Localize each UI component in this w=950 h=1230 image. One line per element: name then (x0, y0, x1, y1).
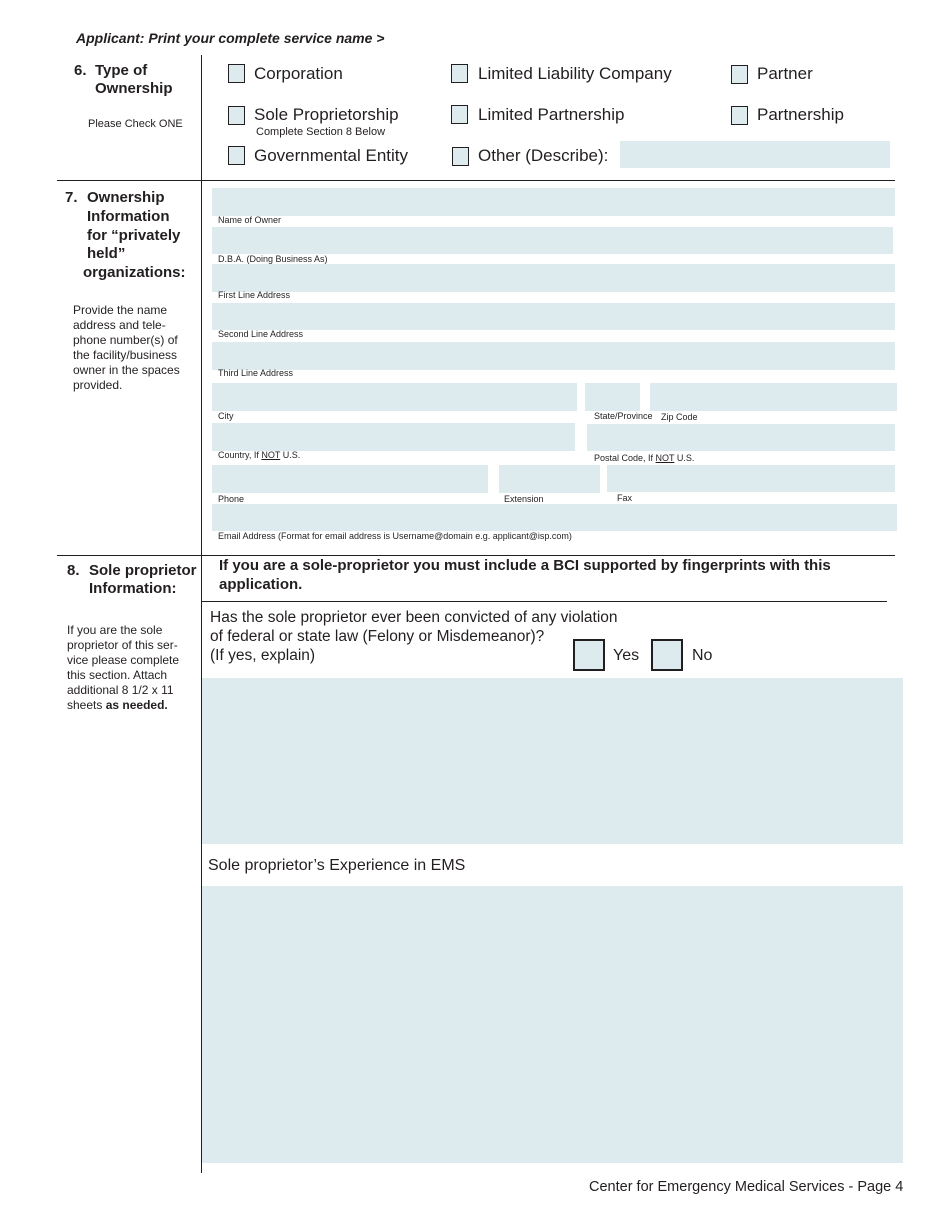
section-8-note-line6: sheets as needed. (67, 698, 168, 712)
city-label: City (218, 411, 234, 421)
email-label: Email Address (Format for email address is Username@domain e.g. applicant@isp.com) (218, 531, 572, 541)
other-describe-field[interactable] (620, 141, 890, 168)
partner-label: Partner (757, 64, 813, 83)
section-6-note: Please Check ONE (88, 118, 183, 130)
second-line-address-label: Second Line Address (218, 329, 304, 339)
section-6-divider (57, 180, 895, 181)
dba-label: D.B.A. (Doing Business As) (218, 254, 328, 264)
corporation-checkbox[interactable] (228, 64, 245, 83)
section-8-note-line3: vice please complete (67, 653, 180, 667)
section-8-note-line2: proprietor of this ser- (67, 638, 178, 652)
section-7-note-line5: owner in the spaces (73, 363, 180, 377)
zip-code-label: Zip Code (661, 412, 698, 422)
section-7-title-line4: held” (87, 245, 126, 262)
section-7-note-line6: provided. (73, 378, 123, 392)
state-province-label: State/Province (594, 411, 653, 421)
section-7-divider (57, 555, 895, 556)
section-7-title-line2: Information (87, 208, 170, 225)
limited-partnership-label: Limited Partnership (478, 105, 625, 124)
conviction-no-label: No (692, 647, 713, 664)
section-7-title-line3: for “privately (87, 227, 181, 244)
postal-code-field[interactable] (587, 424, 895, 451)
section-8-number: 8. (67, 562, 80, 579)
section-7-title-line5: organizations: (83, 264, 186, 281)
llc-label: Limited Liability Company (478, 64, 672, 83)
experience-label: Sole proprietor’s Experience in EMS (208, 857, 466, 874)
bci-requirement-line2: application. (219, 576, 303, 593)
zip-code-field[interactable] (650, 383, 897, 411)
fax-field[interactable] (607, 465, 895, 492)
section-7-note-line4: the facility/business (73, 348, 178, 362)
first-line-address-field[interactable] (212, 264, 895, 292)
limited-partnership-checkbox[interactable] (451, 105, 468, 124)
section-6-title-line2: Ownership (95, 80, 173, 97)
third-line-address-field[interactable] (212, 342, 895, 370)
extension-label: Extension (504, 494, 544, 504)
phone-label: Phone (218, 494, 245, 504)
section-7-note-line1: Provide the name (73, 303, 168, 317)
bci-divider (202, 601, 887, 602)
section-8-note-line1: If you are the sole (67, 623, 163, 637)
state-province-field[interactable] (585, 383, 640, 411)
third-line-address-label: Third Line Address (218, 368, 294, 378)
section-7-title-line1: Ownership (87, 189, 165, 206)
section-7-number: 7. (65, 189, 78, 206)
dba-field[interactable] (212, 227, 893, 254)
sole-proprietorship-checkbox[interactable] (228, 106, 245, 125)
partner-checkbox[interactable] (731, 65, 748, 84)
experience-field[interactable] (202, 886, 903, 1163)
governmental-entity-checkbox[interactable] (228, 146, 245, 165)
conviction-yes-label: Yes (613, 647, 640, 664)
conviction-question-line1: Has the sole proprietor ever been convicted of any violation (210, 609, 618, 626)
postal-code-label: Postal Code, If NOT U.S. (594, 453, 695, 463)
first-line-address-label: First Line Address (218, 290, 291, 300)
sole-proprietorship-label: Sole Proprietorship (254, 105, 399, 124)
partnership-checkbox[interactable] (731, 106, 748, 125)
country-field[interactable] (212, 423, 575, 451)
section-8-title-line1: Sole proprietor (89, 562, 197, 579)
extension-field[interactable] (499, 465, 600, 493)
governmental-entity-label: Governmental Entity (254, 146, 409, 165)
conviction-explanation-field[interactable] (202, 678, 903, 844)
section-6-number: 6. (74, 62, 87, 79)
section-6-title-line1: Type of (95, 62, 148, 79)
section-7-note-line2: address and tele- (73, 318, 166, 332)
conviction-yes-checkbox[interactable] (573, 639, 605, 671)
other-label: Other (Describe): (478, 146, 609, 165)
second-line-address-field[interactable] (212, 303, 895, 330)
phone-field[interactable] (212, 465, 488, 493)
conviction-question-line3: (If yes, explain) (210, 647, 316, 664)
section-7-note-line3: phone number(s) of (73, 333, 178, 347)
fax-label: Fax (617, 493, 633, 503)
city-field[interactable] (212, 383, 577, 411)
corporation-label: Corporation (254, 64, 343, 83)
sole-proprietorship-note: Complete Section 8 Below (256, 126, 386, 138)
owner-name-label: Name of Owner (218, 215, 282, 225)
bci-requirement-line1: If you are a sole-proprietor you must include a BCI supported by fingerprints with this (219, 557, 831, 574)
other-checkbox[interactable] (452, 147, 469, 166)
section-8-note-line5: additional 8 1/2 x 11 (67, 683, 174, 697)
page-footer: Center for Emergency Medical Services - Page 4 (589, 1179, 904, 1195)
email-field[interactable] (212, 504, 897, 531)
section-8-title-line2: Information: (89, 580, 177, 597)
conviction-no-checkbox[interactable] (651, 639, 683, 671)
applicant-instruction: Applicant: Print your complete service name > (76, 30, 385, 46)
partnership-label: Partnership (757, 105, 844, 124)
owner-name-field[interactable] (212, 188, 895, 216)
section-8-note-line4: this section. Attach (67, 668, 168, 682)
conviction-question-line2: of federal or state law (Felony or Misdemeanor)? (210, 628, 545, 645)
country-label: Country, If NOT U.S. (218, 450, 301, 460)
llc-checkbox[interactable] (451, 64, 468, 83)
